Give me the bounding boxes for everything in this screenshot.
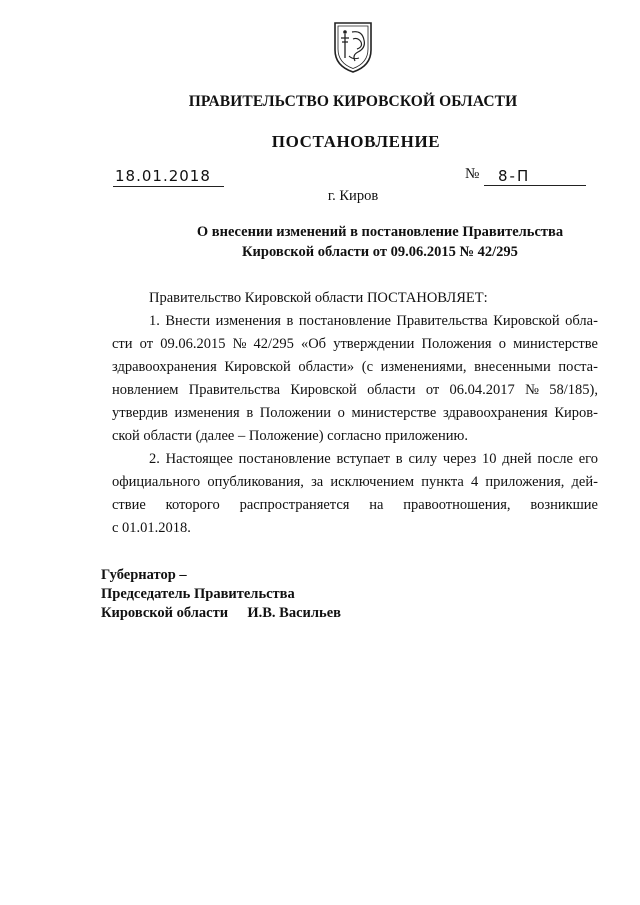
signature-title: Губернатор – <box>101 567 187 583</box>
body-word: 1. <box>149 313 160 329</box>
body-word: изменения <box>174 405 240 421</box>
body-word: изменения <box>215 313 281 329</box>
body-word: ствие <box>112 497 146 513</box>
document-number: 8-П <box>484 167 586 186</box>
body-word: его <box>578 451 598 467</box>
body-word: распространяется <box>239 497 350 513</box>
body-word: изменениями, <box>380 359 467 375</box>
body-word: Положении <box>259 405 331 421</box>
body-word: через <box>442 451 477 467</box>
body-word: дей- <box>571 474 598 490</box>
body-word: постановление <box>298 313 391 329</box>
body-word: здравоохранения <box>442 405 548 421</box>
body-word: постановление <box>238 451 331 467</box>
body-word: Кировской <box>493 313 560 329</box>
body-line <box>112 333 598 356</box>
body-word: от <box>139 336 154 352</box>
body-word: в <box>286 313 294 329</box>
body-line: Правительство Кировской области ПОСТАНОВЛЯЕТ: <box>149 290 488 306</box>
body-line <box>112 402 598 425</box>
body-line: с 01.01.2018. <box>112 520 191 536</box>
body-word: 42/295 <box>253 336 294 352</box>
body-line-justified <box>112 494 598 517</box>
body-word: от <box>425 382 440 398</box>
body-line <box>112 379 598 402</box>
body-word: в <box>395 451 403 467</box>
body-word: 2. <box>149 451 160 467</box>
body-word: (с <box>361 359 374 375</box>
body-word: области» <box>298 359 355 375</box>
body-word: утверждении <box>333 336 415 352</box>
subject-line: Кировской области от 09.06.2015 № 42/295 <box>242 244 518 260</box>
body-word: здравоохранения <box>112 359 217 375</box>
body-word: после <box>537 451 573 467</box>
body-word: правоотношения, <box>403 497 511 513</box>
body-word: сти <box>112 336 133 352</box>
body-word: за <box>311 474 324 490</box>
body-line <box>112 471 598 494</box>
body-word: о <box>337 405 345 421</box>
body-word: «Об <box>300 336 327 352</box>
body-word: 4 <box>470 474 479 490</box>
number-sign: № <box>465 166 480 182</box>
body-word: Кировской <box>290 382 357 398</box>
signature-block <box>101 566 341 623</box>
body-word: силу <box>408 451 438 467</box>
body-line: ской области (далее – Положение) согласно приложению. <box>112 428 468 444</box>
body-word: Правительства <box>396 313 488 329</box>
body-word: поста- <box>558 359 598 375</box>
body-word: дней <box>502 451 532 467</box>
body-line <box>112 448 598 471</box>
body-word: официального <box>112 474 201 490</box>
body-word: исключением <box>330 474 415 490</box>
body-word: о <box>498 336 506 352</box>
body-word: Внести <box>165 313 211 329</box>
government-title: ПРАВИТЕЛЬСТВО КИРОВСКОЙ ОБЛАСТИ <box>188 93 518 110</box>
body-word: 09.06.2015 <box>160 336 226 352</box>
body-word: 58/185), <box>549 382 598 398</box>
body-word: Киров- <box>554 405 598 421</box>
body-word: обла- <box>565 313 598 329</box>
body-word: возникшие <box>530 497 598 513</box>
body-word: 06.04.2017 <box>449 382 515 398</box>
signature-title: Председатель Правительства <box>101 586 295 602</box>
body-word: которого <box>165 497 220 513</box>
document-body <box>112 287 598 540</box>
body-word: № <box>232 336 247 352</box>
body-word: внесенными <box>474 359 551 375</box>
signatory-name: И.В. Васильев <box>247 605 341 621</box>
subject-line: О внесении изменений в постановление Правительства <box>196 224 564 240</box>
document-date: 18.01.2018 <box>113 167 224 187</box>
body-word: 10 <box>482 451 497 467</box>
body-word: № <box>525 382 539 398</box>
city-label: г. Киров <box>327 188 379 204</box>
body-word: министерстве <box>351 405 437 421</box>
body-word: области <box>367 382 416 398</box>
coat-of-arms-icon <box>331 20 375 74</box>
body-word: новлением <box>112 382 179 398</box>
body-word: приложения, <box>485 474 565 490</box>
signature-line <box>101 604 341 623</box>
body-line <box>112 356 598 379</box>
body-word: Кировской <box>224 359 291 375</box>
body-word: Настоящее <box>165 451 233 467</box>
body-word: вступает <box>336 451 391 467</box>
body-line <box>112 310 598 333</box>
body-word: в <box>246 405 254 421</box>
document-subject <box>180 222 580 262</box>
body-word: министерстве <box>513 336 598 352</box>
body-word: на <box>369 497 384 513</box>
document-type: ПОСТАНОВЛЕНИЕ <box>271 132 441 151</box>
body-word: утвердив <box>112 405 168 421</box>
body-word: Правительства <box>188 382 281 398</box>
body-word: опубликования, <box>207 474 304 490</box>
signature-org: Кировской области <box>101 605 229 621</box>
body-word: пункта <box>421 474 464 490</box>
body-word: Положения <box>421 336 492 352</box>
